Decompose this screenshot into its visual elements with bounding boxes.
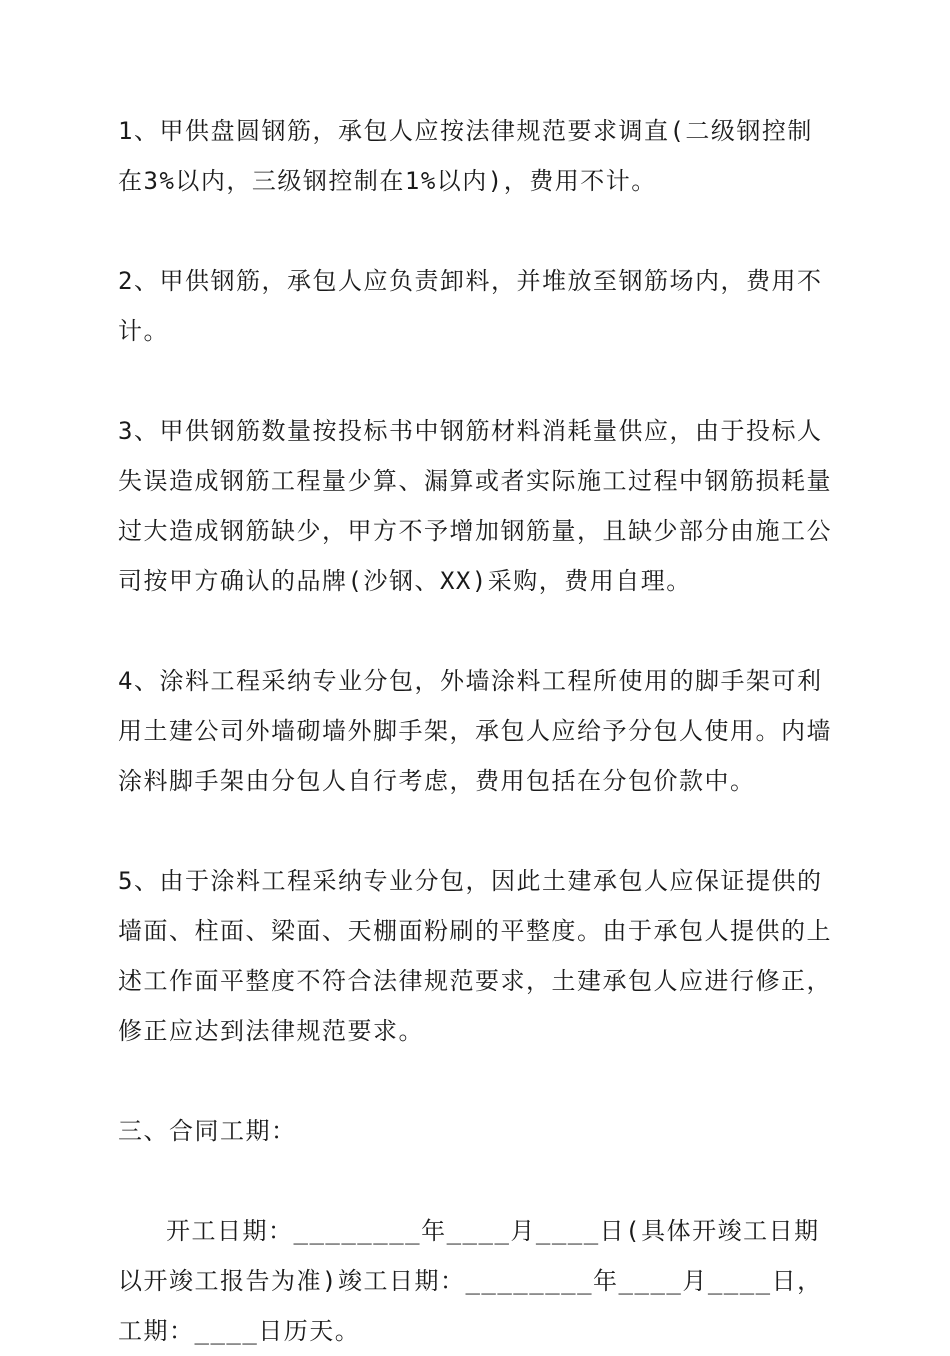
clause-1: 1、甲供盘圆钢筋，承包人应按法律规范要求调直(二级钢控制在3%以内，三级钢控制在1%以内)，费用不计。 [118, 117, 813, 195]
clause-5: 5、由于涂料工程采纳专业分包，因此土建承包人应保证提供的墙面、柱面、梁面、天棚面粉刷的平整度。由于承包人提供的上述工作面平整度不符合法律规范要求，土建承包人应进行修正，修正应达到法律规范要求。 [118, 867, 832, 1045]
section-heading-contract-period: 三、合同工期： [118, 1117, 297, 1145]
clause-4: 4、涂料工程采纳专业分包，外墙涂料工程所使用的脚手架可利用土建公司外墙砌墙外脚手架，承包人应给予分包人使用。内墙涂料脚手架由分包人自行考虑，费用包括在分包价款中。 [118, 667, 832, 795]
clause-3: 3、甲供钢筋数量按投标书中钢筋材料消耗量供应，由于投标人失误造成钢筋工程量少算、漏算或者实际施工过程中钢筋损耗量过大造成钢筋缺少，甲方不予增加钢筋量，且缺少部分由施工公司按甲方确认的品牌(沙钢、XX)采购，费用自理。 [118, 417, 832, 595]
schedule-text: 开工日期：________年____月____日(具体开竣工日期以开竣工报告为准)竣工日期：________年____月____日，工期：____日历天。 [118, 1217, 823, 1345]
document-body [118, 106, 838, 1356]
clause-2: 2、甲供钢筋，承包人应负责卸料，并堆放至钢筋场内，费用不计。 [118, 267, 823, 345]
